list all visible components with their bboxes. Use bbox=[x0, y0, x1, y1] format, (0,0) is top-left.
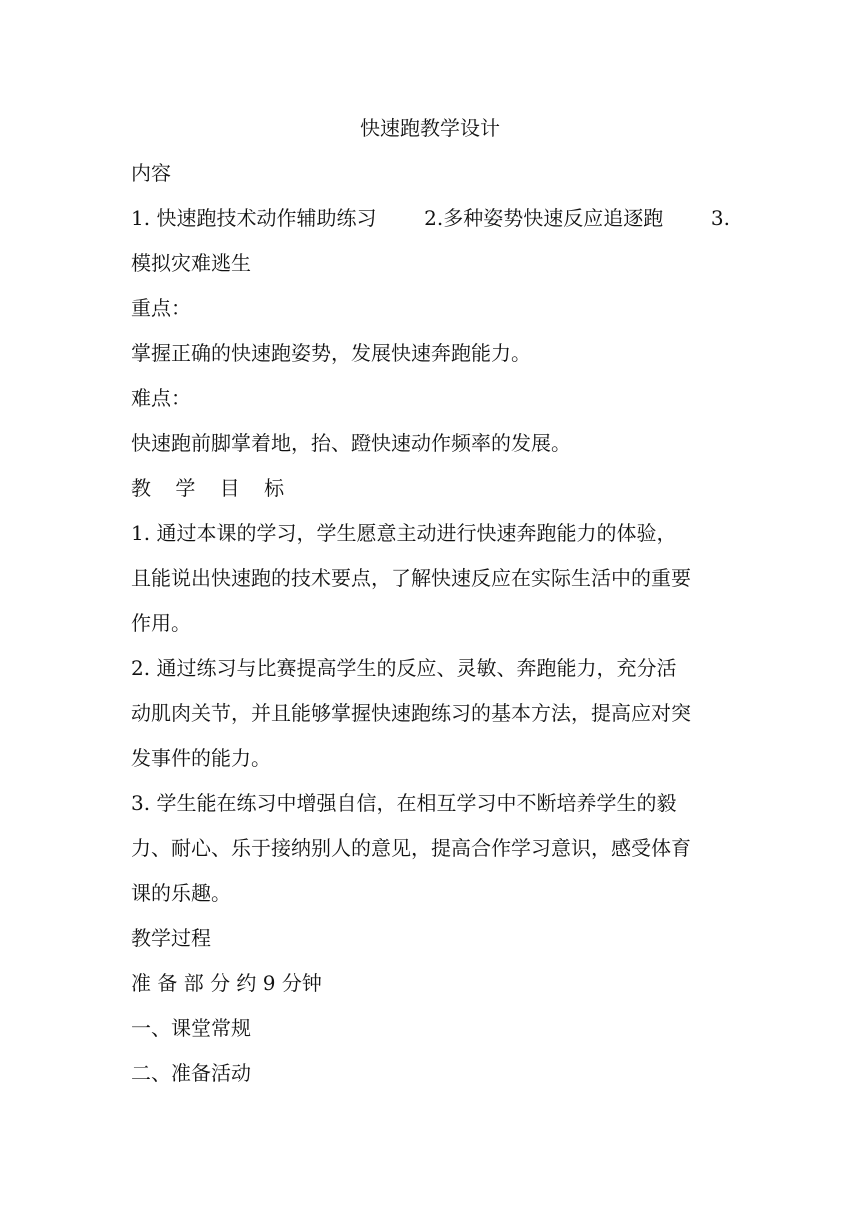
step-two: 二、准备活动 bbox=[131, 1061, 251, 1085]
difficulty-heading: 难点： bbox=[131, 386, 191, 410]
objective-1-line-3: 作用。 bbox=[131, 611, 191, 635]
content-item-1: 1. 快速跑技术动作辅助练习 bbox=[131, 206, 377, 230]
content-heading: 内容 bbox=[131, 161, 171, 185]
process-heading: 教学过程 bbox=[131, 926, 211, 950]
key-point-heading: 重点： bbox=[131, 296, 191, 320]
key-point-text: 掌握正确的快速跑姿势，发展快速奔跑能力。 bbox=[131, 341, 531, 365]
content-continuation: 模拟灾难逃生 bbox=[131, 251, 251, 275]
step-one: 一、课堂常规 bbox=[131, 1016, 251, 1040]
objective-3-line-2: 力、耐心、乐于接纳别人的意见，提高合作学习意识，感受体育 bbox=[131, 836, 691, 860]
objective-3-line-3: 课的乐趣。 bbox=[131, 881, 231, 905]
prep-section: 准 备 部 分 约 9 分钟 bbox=[131, 971, 322, 995]
objective-1-line-2: 且能说出快速跑的技术要点，了解快速反应在实际生活中的重要 bbox=[131, 566, 691, 590]
objective-2-line-2: 动肌肉关节，并且能够掌握快速跑练习的基本方法，提高应对突 bbox=[131, 701, 691, 725]
document-title: 快速跑教学设计 bbox=[360, 116, 500, 140]
content-item-3: 3. bbox=[710, 206, 730, 230]
content-item-2: 2.多种姿势快速反应追逐跑 bbox=[424, 206, 664, 230]
objective-3-line-1: 3. 学生能在练习中增强自信，在相互学习中不断培养学生的毅 bbox=[131, 791, 677, 815]
objective-1-line-1: 1. 通过本课的学习，学生愿意主动进行快速奔跑能力的体验， bbox=[131, 521, 677, 545]
objective-2-line-3: 发事件的能力。 bbox=[131, 746, 271, 770]
objective-2-line-1: 2. 通过练习与比赛提高学生的反应、灵敏、奔跑能力，充分活 bbox=[131, 656, 677, 680]
difficulty-text: 快速跑前脚掌着地，抬、蹬快速动作频率的发展。 bbox=[131, 431, 571, 455]
content-items-line bbox=[131, 204, 730, 232]
objectives-heading: 教 学 目 标 bbox=[131, 476, 294, 500]
